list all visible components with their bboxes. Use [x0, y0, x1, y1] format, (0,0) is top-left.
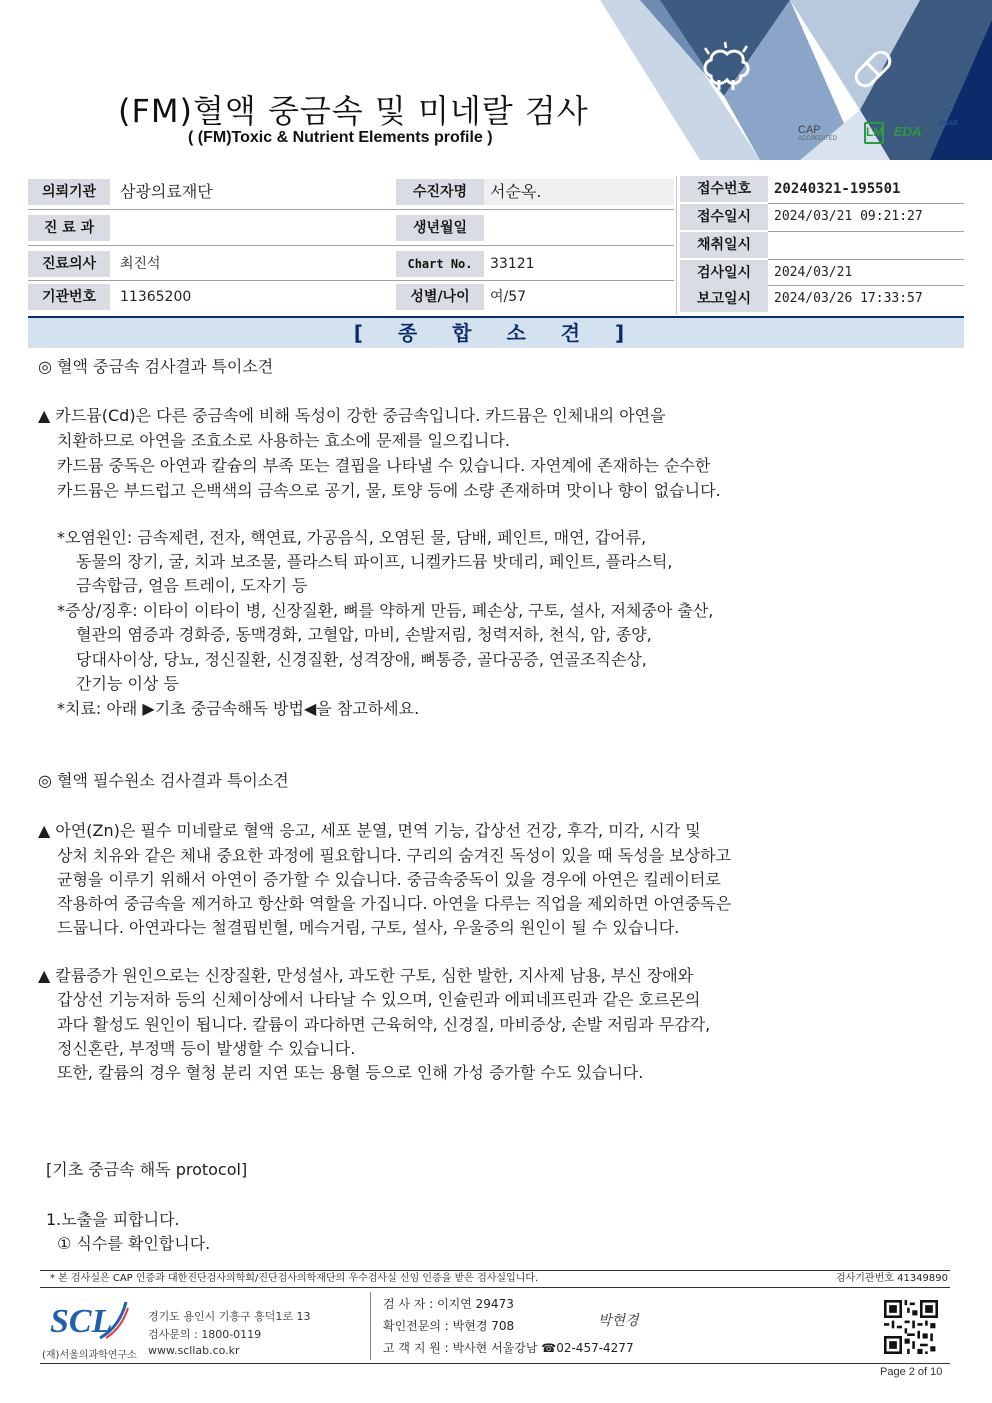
doctor-value: 최진석: [120, 256, 161, 272]
paragraph-line: 치환하므로 아연을 조효소로 사용하는 효소에 문제를 일으킵니다.: [57, 431, 510, 450]
paragraph-line: 과다 활성도 원인이 됩니다. 칼륨이 과다하면 근육허약, 신경질, 마비증상, 손발 저림과 무감각,: [57, 1015, 711, 1034]
chart-no-label: Chart No.: [396, 251, 484, 277]
report-date-value: 2024/03/26 17:33:57: [774, 291, 923, 306]
paragraph-line: *오염원인: 금속제련, 전자, 핵연료, 가공음식, 오염된 물, 담배, 페인트, 매연, 갑어류,: [57, 528, 647, 547]
table-divider: [28, 209, 674, 210]
certification-logos: [798, 120, 968, 150]
examiner: 검 사 자 : 이지연 29473: [383, 1297, 514, 1311]
recipient-value: 서순옥.: [484, 179, 674, 205]
cap-logo-text: CAP: [798, 124, 821, 136]
paragraph-line: ▲ 아연(Zn)은 필수 미네랄로 혈액 응고, 세포 분열, 면역 기능, 갑상선 건강, 후각, 미각, 시각 및: [38, 821, 701, 840]
receipt-date-value: 2024/03/21 09:21:27: [774, 209, 923, 224]
sex-age-value: 여/57: [490, 289, 527, 305]
qr-code-icon: [884, 1300, 938, 1354]
footer-bottom-rule: [40, 1363, 950, 1364]
receipt-date-label: 접수일시: [680, 204, 768, 230]
cap-logo: [798, 124, 837, 142]
paragraph-line: 균형을 이루기 위해서 아연이 증가할 수 있습니다. 중금속중독이 있을 경우에 아연은 킬레이터로: [57, 870, 721, 889]
paragraph-line: 혈관의 염증과 경화증, 동맥경화, 고혈압, 마비, 손발저림, 청력저하, 천식, 암, 종양,: [76, 625, 652, 644]
org-name: (재)서울의과학연구소: [42, 1350, 137, 1361]
section-heading-heavy-metals: ◎ 혈액 중금속 검사결과 특이소견: [38, 357, 274, 376]
footer-notice-bar: [40, 1270, 950, 1288]
paragraph-line: 갑상선 기능저하 등의 신체이상에서 나타날 수 있으며, 인슐린과 에피네프린과 같은 호르몬의: [57, 990, 701, 1009]
table-divider: [768, 259, 964, 260]
department-value: [114, 215, 394, 241]
paragraph-line: 드뭅니다. 아연과다는 철결핍빈혈, 메슥거림, 구토, 설사, 우울증의 원인이 될 수 있습니다.: [57, 918, 680, 937]
page-number: Page 2 of 10: [880, 1366, 943, 1378]
birth-label: 생년월일: [396, 215, 484, 241]
receipt-no-label: 접수번호: [680, 176, 768, 202]
org-code-value: 11365200: [120, 289, 192, 305]
scl-swoosh-icon: [96, 1300, 130, 1340]
org-address: 경기도 용인시 기흥구 흥덕1로 13: [148, 1310, 311, 1323]
footer-divider: [370, 1292, 371, 1360]
protocol-step: 1.노출을 피합니다.: [46, 1210, 180, 1229]
org-phone: 검사문의 : 1800-0119: [148, 1328, 262, 1341]
org-website: www.scllab.co.kr: [148, 1344, 240, 1357]
recipient-label: 수진자명: [396, 179, 484, 205]
institution-value: 삼광의료재단: [120, 182, 213, 201]
customer-support: 고 객 지 원 : 박사현 서울강남 ☎02-457-4277: [383, 1341, 634, 1355]
institution-label: 의뢰기관: [28, 179, 110, 205]
certification-notice: * 본 검사실은 CAP 인증과 대한진단검사의학회/진단검사의학재단의 우수검사실 신임 인증을 받은 검사실입니다.: [50, 1273, 539, 1284]
org-code-label: 기관번호: [28, 284, 110, 310]
table-divider: [768, 285, 964, 286]
test-date-value: 2024/03/21: [774, 265, 853, 280]
protocol-substep: ① 식수를 확인합니다.: [57, 1234, 211, 1253]
birth-value: [484, 215, 674, 241]
doctor-label: 진료의사: [28, 251, 110, 277]
receipt-no-value: 20240321-195501: [774, 181, 901, 197]
table-divider: [768, 231, 964, 232]
eda-logo: EDA: [894, 124, 922, 139]
report-title: (FM)혈액 중금속 및 미네랄 검사: [118, 92, 589, 130]
capsule-icon: [848, 44, 898, 94]
department-label: 진 료 과: [28, 215, 110, 241]
collect-date-value: [768, 232, 964, 258]
paragraph-line: *증상/징후: 이타이 이타이 병, 신장질환, 뼈를 약하게 만듬, 폐손상, 구토, 설사, 저체중아 출산,: [57, 601, 714, 620]
summary-section-title: [ 종 합 소 견 ]: [28, 316, 964, 348]
patient-info-table: [28, 176, 964, 314]
paragraph-line: 간기능 이상 등: [76, 674, 179, 693]
anab-logo: ANAB: [938, 120, 959, 127]
paragraph-line: 작용하여 중금속을 제거하고 항산화 역할을 가집니다. 아연을 다루는 직업을 제외하면 아연중독은: [57, 894, 732, 913]
paragraph-line: 금속합금, 얼음 트레이, 도자기 등: [76, 576, 308, 595]
test-date-label: 검사일시: [680, 260, 768, 286]
sex-age-label: 성별/나이: [396, 284, 484, 310]
paragraph-line: 상처 치유와 같은 체내 중요한 과정에 필요합니다. 구리의 숨겨진 독성이 있을 때 독성을 보상하고: [57, 846, 731, 865]
brain-icon: [697, 40, 755, 100]
paragraph-line: ▲ 카드뮴(Cd)은 다른 중금속에 비해 독성이 강한 중금속입니다. 카드뮴은 인체내의 아연을: [38, 406, 666, 425]
table-divider: [28, 245, 674, 246]
protocol-heading: [기초 중금속 해독 protocol]: [46, 1160, 248, 1179]
report-header: [0, 0, 992, 168]
cap-logo-subtext: ACCREDITED: [798, 136, 838, 142]
paragraph-line: ▲ 칼륨증가 원인으로는 신장질환, 만성설사, 과도한 구토, 심한 발한, 지사제 남용, 부신 장애와: [38, 966, 694, 985]
paragraph-line: 동물의 장기, 굴, 치과 보조물, 플라스틱 파이프, 니켈카드뮴 밧데리, 페인트, 플라스틱,: [76, 552, 673, 571]
lab-number: 검사기관번호 41349890: [835, 1273, 948, 1284]
scl-logo: SCL: [50, 1303, 113, 1340]
paragraph-line: *치료: 아래 ▶기초 중금속해독 방법◀을 참고하세요.: [57, 699, 420, 718]
chart-no-value: 33121: [490, 256, 535, 272]
section-heading-essential-elements: ◎ 혈액 필수원소 검사결과 특이소견: [38, 771, 289, 790]
specialist-signature: 박현경: [598, 1313, 639, 1329]
report-subtitle: ( (FM)Toxic & Nutrient Elements profile ): [188, 129, 493, 146]
specialist: 확인전문의 : 박현경 708: [383, 1319, 515, 1333]
paragraph-line: 정신혼란, 부정맥 등이 발생할 수 있습니다.: [57, 1039, 356, 1058]
collect-date-label: 채취일시: [680, 232, 768, 258]
paragraph-line: 카드뮴은 부드럽고 은백색의 금속으로 공기, 물, 토양 등에 소량 존재하며 맛이나 향이 없습니다.: [57, 481, 721, 500]
table-column-divider: [676, 176, 677, 314]
paragraph-line: 또한, 칼륨의 경우 혈청 분리 지연 또는 용혈 등으로 인해 가성 증가할 수도 있습니다.: [57, 1063, 644, 1082]
table-divider: [768, 203, 964, 204]
table-divider: [28, 280, 674, 281]
lm-logo: LM: [864, 122, 884, 144]
paragraph-line: 카드뮴 중독은 아연과 칼슘의 부족 또는 결핍을 나타낼 수 있습니다. 자연계에 존재하는 순수한: [57, 456, 711, 475]
paragraph-line: 당대사이상, 당뇨, 정신질환, 신경질환, 성격장애, 뼈통증, 골다공증, 연골조직손상,: [76, 650, 647, 669]
report-date-label: 보고일시: [680, 286, 768, 312]
